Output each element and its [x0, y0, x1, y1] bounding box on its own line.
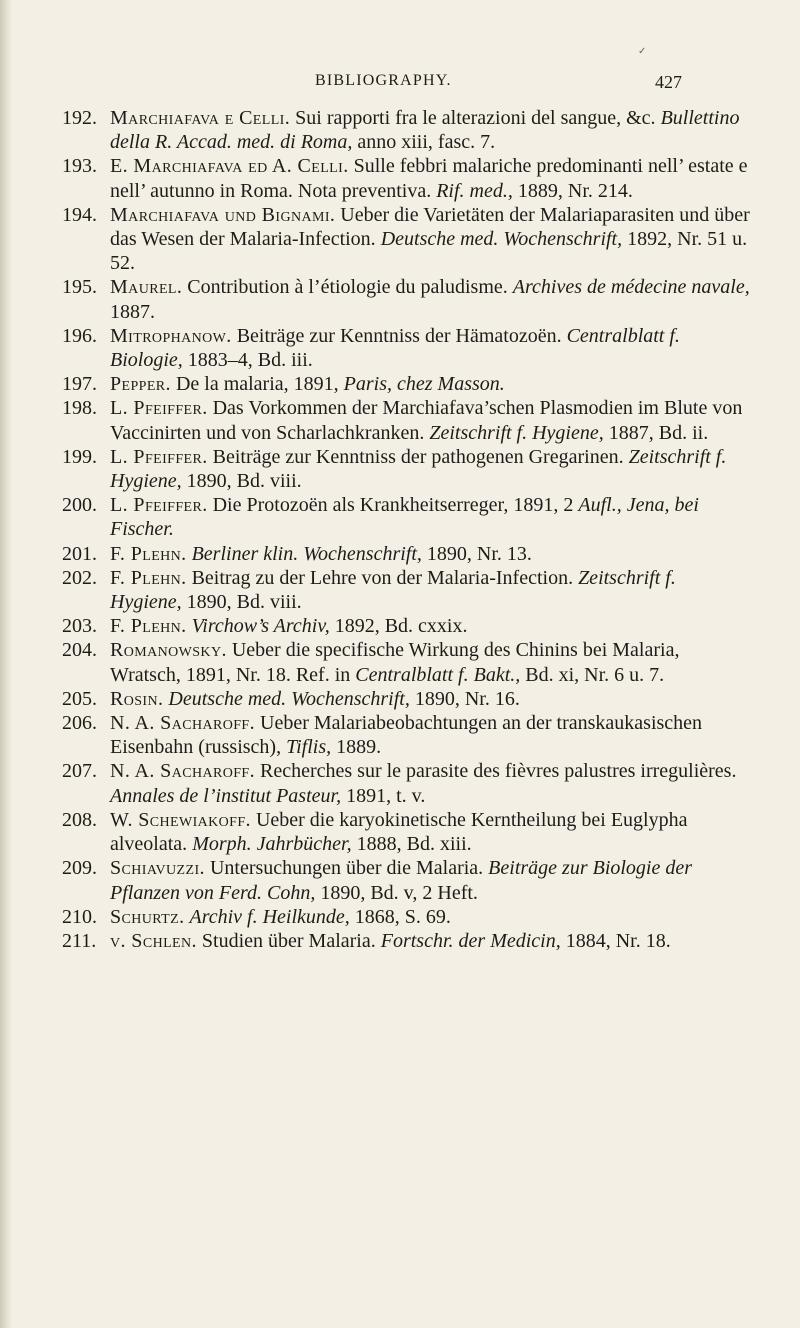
entry-source: Zeitschrift f. Hygiene, [429, 421, 604, 444]
entry-source: Virchow’s Archiv, [191, 615, 330, 638]
entry-source: Morph. Jahrbücher, [192, 833, 352, 856]
entry-details: 1890, Bd. viii. [186, 470, 302, 493]
corner-mark: ✓ [638, 46, 647, 57]
entry-source: Paris, chez Masson. [343, 373, 505, 396]
entry-source: Fortschr. der Medicin, [380, 929, 561, 952]
bibliography-entry [62, 493, 752, 541]
entry-number: 209. [62, 857, 97, 880]
entry-title: Untersuchungen über die Malaria. [209, 857, 484, 880]
entry-body [110, 711, 752, 759]
entry-body [110, 154, 752, 202]
entry-author: Mitrophanow. [110, 324, 232, 347]
entry-number: 192. [62, 107, 97, 129]
entry-body [110, 808, 752, 856]
entry-number: 195. [62, 276, 97, 299]
entry-author: E. Marchiafava ed A. Celli. [110, 155, 349, 178]
entry-body [110, 759, 752, 807]
bibliography-entry [62, 711, 752, 759]
entry-source: Rif. med., [436, 179, 513, 202]
entry-number: 201. [62, 542, 97, 565]
entry-author: L. Pfeiffer. [110, 397, 208, 420]
entry-details: 1890, Nr. 16. [414, 687, 520, 710]
page-number: 427 [655, 72, 682, 92]
entry-number: 194. [62, 203, 97, 226]
entry-number: 199. [62, 445, 97, 468]
entry-source: Archives de médecine navale, [512, 276, 750, 299]
bibliography-list [62, 106, 752, 953]
running-title: BIBLIOGRAPHY. [315, 72, 452, 89]
bibliography-entry [62, 566, 752, 614]
bibliography-entry [62, 203, 752, 276]
entry-body [110, 372, 752, 396]
entry-details: 1888, Bd. xiii. [356, 833, 472, 856]
entry-number: 203. [62, 615, 97, 638]
entry-body [110, 542, 752, 566]
entry-title: Studien über Malaria. [201, 929, 376, 952]
entry-details: 1890, Bd. v, 2 Heft. [320, 881, 478, 904]
entry-number: 200. [62, 494, 97, 517]
entry-number: 207. [62, 760, 97, 783]
entry-title: Ueber die Varietäten der Malariaparasiten und über das Wesen der Malaria-Infection. [110, 203, 750, 251]
bibliography-entry [62, 154, 752, 202]
entry-source: Centralblatt f. Bakt., [355, 663, 521, 686]
bibliography-entry [62, 445, 752, 493]
entry-body [110, 203, 752, 276]
entry-details: 1868, S. 69. [354, 905, 451, 928]
entry-title: Ueber die karyokinetische Kerntheilung bei Euglypha alveolata. [110, 808, 688, 856]
entry-body [110, 856, 752, 904]
entry-source: Zeitschrift f. Hygiene, [110, 566, 676, 614]
entry-details: 1892, Nr. 51 u. 52. [110, 228, 748, 275]
entry-body [110, 275, 752, 323]
entry-body [110, 929, 752, 953]
entry-author: Romanowsky. [110, 639, 227, 662]
entry-title: Beiträge zur Kenntniss der Hämatozoën. [236, 324, 562, 347]
entry-body [110, 687, 752, 711]
bibliography-entry [62, 687, 752, 711]
entry-details: 1890, Nr. 13. [426, 542, 532, 565]
bibliography-entry [62, 905, 752, 929]
page-header [0, 72, 800, 96]
page-edge-shadow [0, 0, 12, 1328]
bibliography-entry [62, 275, 752, 323]
entry-details: 1891, t. v. [346, 784, 426, 807]
entry-details: 1892, Bd. cxxix. [334, 615, 468, 638]
entry-body [110, 445, 752, 493]
entry-number: 204. [62, 639, 97, 662]
bibliography-entry [62, 929, 752, 953]
bibliography-entry [62, 808, 752, 856]
entry-details: anno xiii, fasc. 7. [357, 131, 496, 154]
bibliography-entry [62, 614, 752, 638]
entry-title: Sui rapporti fra le alterazioni del sangue, &c. [295, 107, 656, 129]
entry-number: 208. [62, 808, 97, 831]
entry-number: 202. [62, 566, 97, 589]
bibliography-entry [62, 372, 752, 396]
entry-title: Recherches sur le parasite des fièvres palustres irregulières. [260, 760, 737, 783]
entry-source: Annales de l’institut Pasteur, [110, 784, 342, 807]
entry-number: 210. [62, 905, 97, 928]
entry-source: Tiflis, [286, 736, 332, 759]
entry-author: Pepper. [110, 373, 171, 396]
entry-details: 1887. [110, 300, 155, 323]
entry-details: 1887, Bd. ii. [608, 421, 709, 444]
entry-title: Beiträge zur Kenntniss der pathogenen Gregarinen. [212, 445, 624, 468]
entry-body [110, 396, 752, 444]
entry-body [110, 638, 752, 686]
entry-body [110, 566, 752, 614]
entry-title: Beitrag zu der Lehre von der Malaria-Infection. [191, 566, 574, 589]
entry-author: F. Plehn. [110, 542, 187, 565]
entry-source: Zeitschrift f. Hygiene, [110, 445, 727, 493]
entry-title: Das Vorkommen der Marchiafava’schen Plasmodien im Blute von Vaccinirten und von Scharlachkranken. [110, 397, 743, 444]
entry-author: Rosin. [110, 687, 164, 710]
entry-title: Ueber die specifische Wirkung des Chinins bei Malaria, Wratsch, 1891, Nr. 18. Ref. in [110, 639, 680, 686]
entry-number: 211. [62, 929, 97, 952]
entry-author: Schiavuzzi. [110, 857, 205, 880]
bibliography-entry [62, 759, 752, 807]
entry-details: 1884, Nr. 18. [565, 929, 671, 952]
entry-number: 198. [62, 397, 97, 420]
entry-author: v. Schlen. [110, 929, 197, 952]
entry-source: Aufl., Jena, bei Fischer. [110, 494, 699, 541]
bibliography-entry [62, 324, 752, 372]
bibliography-entry [62, 638, 752, 686]
entry-author: Marchiafava und Bignami. [110, 203, 336, 226]
entry-details: Bd. xi, Nr. 6 u. 7. [525, 663, 665, 686]
entry-number: 206. [62, 712, 97, 735]
entry-source: Berliner klin. Wochenschrift, [191, 542, 422, 565]
entry-body [110, 905, 752, 929]
entry-author: W. Schewiakoff. [110, 808, 251, 831]
entry-source: Centralblatt f. Biologie, [110, 324, 680, 372]
entry-author: Marchiafava e Celli. [110, 107, 291, 129]
entry-author: L. Pfeiffer. [110, 445, 208, 468]
entry-author: F. Plehn. [110, 566, 187, 589]
bibliography-entry [62, 106, 752, 154]
entry-source: Archiv f. Heilkunde, [189, 905, 350, 928]
entry-number: 197. [62, 373, 97, 396]
entry-number: 205. [62, 687, 97, 710]
entry-title: Contribution à l’étiologie du paludisme. [187, 276, 508, 299]
entry-details: 1890, Bd. viii. [186, 591, 302, 614]
entry-author: N. A. Sacharoff. [110, 760, 255, 783]
entry-details: 1889, Nr. 214. [517, 179, 633, 202]
entry-source: Deutsche med. Wochenschrift, [380, 228, 623, 251]
entry-author: F. Plehn. [110, 615, 187, 638]
entry-source: Bullettino della R. Accad. med. di Roma, [110, 107, 740, 154]
entry-author: Schurtz. [110, 905, 185, 928]
entry-source: Deutsche med. Wochenschrift, [168, 687, 410, 710]
entry-title: Die Protozoën als Krankheitserreger, 1891, 2 [212, 494, 574, 517]
entry-number: 193. [62, 155, 97, 178]
entry-body [110, 106, 752, 154]
bibliography-entry [62, 856, 752, 904]
entry-title: Sulle febbri malariche predominanti nell’ estate e nell’ autunno in Roma. Nota preventiva. [110, 155, 748, 202]
entry-title: Ueber Malariabeobachtungen an der transkaukasischen Eisenbahn (russisch), [110, 712, 703, 759]
entry-title: De la malaria, 1891, [175, 373, 339, 396]
entry-body [110, 493, 752, 541]
bibliography-entry [62, 542, 752, 566]
entry-details: 1889. [336, 736, 382, 759]
entry-author: L. Pfeiffer. [110, 494, 208, 517]
entry-body [110, 324, 752, 372]
entry-source: Beiträge zur Biologie der Pflanzen von Ferd. Cohn, [110, 857, 693, 904]
bibliography-entry [62, 396, 752, 444]
entry-author: N. A. Sacharoff. [110, 712, 255, 735]
entry-body [110, 614, 752, 638]
entry-number: 196. [62, 324, 97, 347]
entry-details: 1883–4, Bd. iii. [187, 349, 313, 372]
entry-author: Maurel. [110, 276, 183, 299]
